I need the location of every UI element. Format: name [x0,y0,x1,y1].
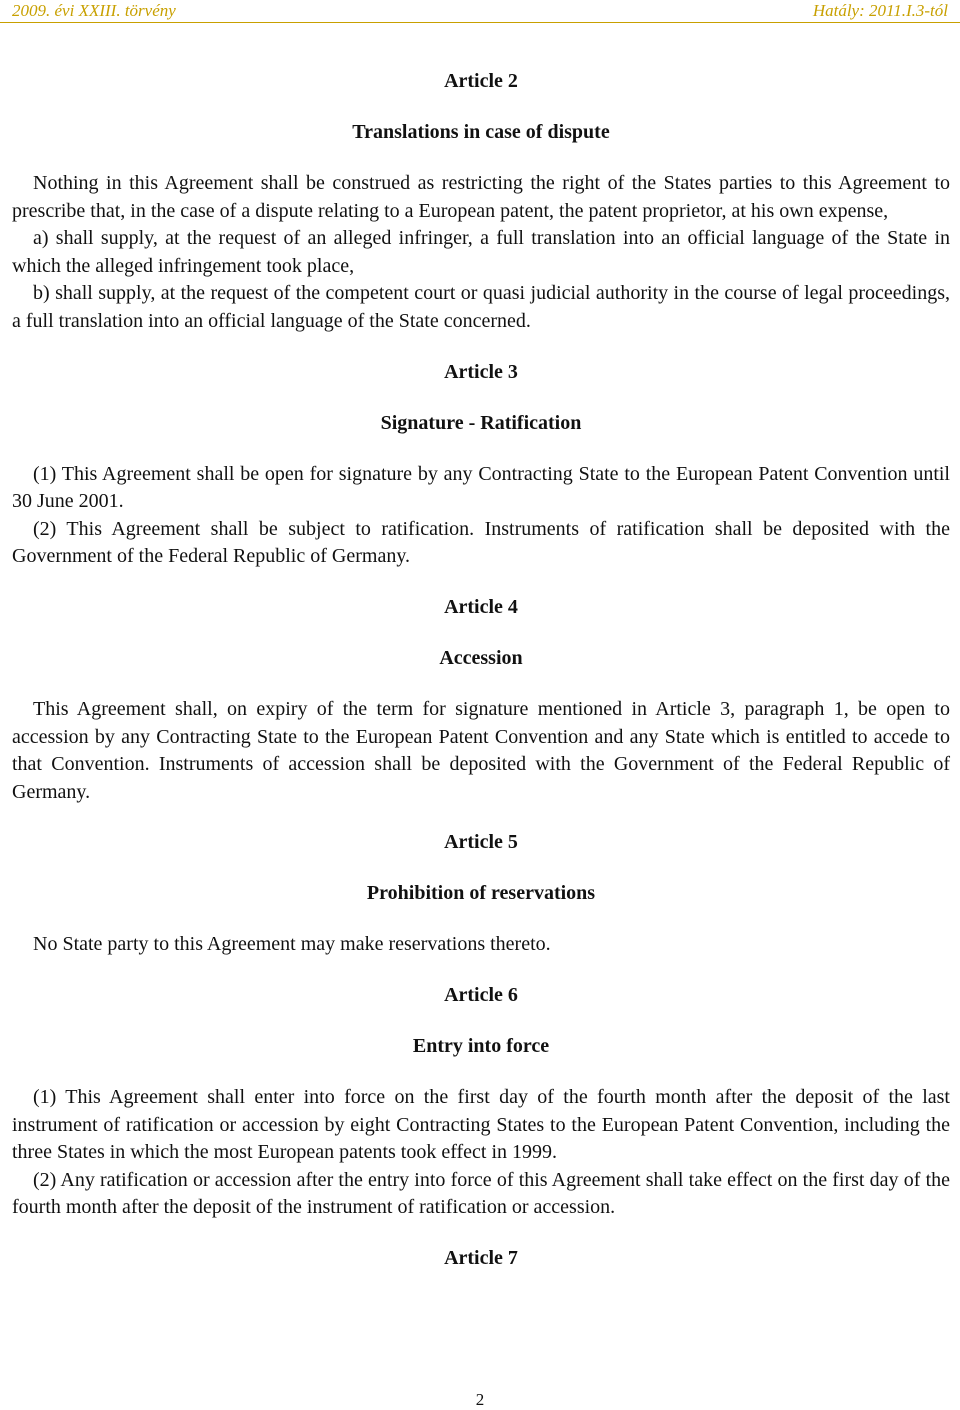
article-4-title: Accession [439,646,523,669]
article-3 [12,359,950,571]
article-7-number: Article 7 [444,1246,518,1269]
article-2-paragraph-a: a) shall supply, at the request of an alleged infringer, a full translation into an official language of the State in which the alleged infringement took place, [12,227,950,277]
document-body [12,68,950,1296]
article-6-number: Article 6 [444,983,518,1006]
article-3-paragraph-2: (2) This Agreement shall be subject to ratification. Instruments of ratification shall be deposited with the Government of the Federal Republic of Germany. [12,517,950,568]
article-4 [12,594,950,806]
article-6-paragraph-1: (1) This Agreement shall enter into force on the first day of the fourth month after the deposit of the last instrument of ratification or accession by eight Contracting States to the European Patent Convention, including the three States in which the most European patents took effect in 1999. [12,1085,950,1164]
article-2-title: Translations in case of dispute [352,121,610,143]
article-5-paragraph-1: No State party to this Agreement may make reservations thereto. [33,933,551,956]
article-3-title: Signature - Ratification [380,411,582,434]
header-effective-date: Hatály: 2011.I.3-tól [812,1,948,20]
article-5-title: Prohibition of reservations [366,882,596,905]
article-2-paragraph-1: Nothing in this Agreement shall be construed as restricting the right of the States parties to this Agreement to prescribe that, in the case of a dispute relating to a European patent, the patent proprietor, at his own expense, [12,172,950,222]
article-6 [12,982,950,1222]
article-7 [12,1245,950,1272]
article-4-number: Article 4 [444,595,518,618]
page-header [0,0,960,23]
article-5-number: Article 5 [444,831,518,854]
header-law-title: 2009. évi XXIII. törvény [12,1,176,20]
article-3-number: Article 3 [444,360,518,383]
article-6-paragraph-2: (2) Any ratification or accession after the entry into force of this Agreement shall take effect on the first day of the fourth month after the deposit of the instrument of ratification or accession. [12,1168,950,1219]
article-4-paragraph-1: This Agreement shall, on expiry of the term for signature mentioned in Article 3, paragraph 1, be open to accession by any Contracting State to the European Patent Convention and any State which is entitled to accede to that Convention. Instruments of accession shall be deposited with the Government of the Federal Republic of Germany. [12,697,950,803]
article-5 [12,829,950,959]
article-2 [12,68,950,336]
article-3-paragraph-1: (1) This Agreement shall be open for signature by any Contracting State to the European Patent Convention until 30 June 2001. [12,462,950,513]
page-number: 2 [475,1390,485,1409]
article-2-paragraph-b: b) shall supply, at the request of the competent court or quasi judicial authority in the course of legal proceedings, a full translation into an official language of the State concerned. [12,282,950,332]
article-6-title: Entry into force [412,1034,550,1057]
article-2-number: Article 2 [444,70,518,92]
